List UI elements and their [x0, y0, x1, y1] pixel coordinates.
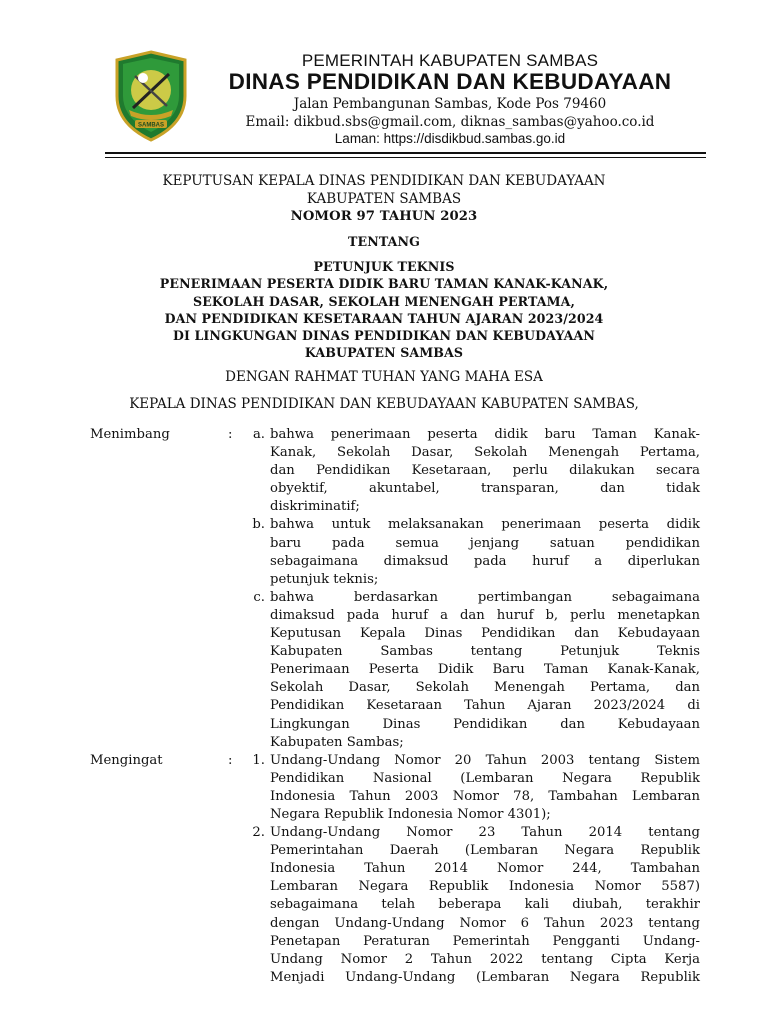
- agency-website: Laman: https://disdikbud.sambas.go.id: [334, 131, 566, 146]
- menimbang-item-line: Keputusan Kepala Dinas Pendidikan dan Kebudayaan: [270, 626, 700, 642]
- mengingat-item-line: Pendidikan Nasional (Lembaran Negara Republik: [270, 770, 700, 786]
- mengingat-item-text: [270, 824, 700, 987]
- menimbang-item-text: [270, 426, 700, 516]
- menimbang-list: [246, 426, 700, 752]
- mengingat-item-line: Pemerintahan Daerah (Lembaran Negara Republik: [270, 843, 700, 859]
- menimbang-item: [246, 426, 700, 516]
- subject-line2: PENERIMAAN PESERTA DIDIK BARU TAMAN KANAK-KANAK,: [159, 276, 609, 291]
- blessing-line: DENGAN RAHMAT TUHAN YANG MAHA ESA: [225, 369, 543, 385]
- mengingat-colon: :: [228, 752, 233, 768]
- menimbang-item-marker: a.: [252, 427, 265, 442]
- mengingat-item-line: Menjadi Undang-Undang (Lembaran Negara Republik: [270, 969, 700, 985]
- mengingat-section: [90, 752, 700, 987]
- mengingat-item: [246, 752, 700, 824]
- mengingat-label: Mengingat: [90, 752, 163, 768]
- menimbang-item-line: diskriminatif;: [270, 499, 360, 515]
- mengingat-item: [246, 824, 700, 987]
- mengingat-item-line: Negara Republik Indonesia Nomor 4301);: [270, 806, 551, 822]
- mengingat-item-line: Undang-Undang Nomor 23 Tahun 2014 tentang: [270, 825, 700, 841]
- menimbang-item-line: petunjuk teknis;: [270, 571, 379, 587]
- subject-line5: DI LINGKUNGAN DINAS PENDIDIKAN DAN KEBUDAYAAN: [172, 328, 596, 343]
- mengingat-item-line: Lembaran Negara Republik Indonesia Nomor 5587): [270, 879, 700, 895]
- menimbang-item-line: Sekolah Dasar, Sekolah Menengah Pertama, dan: [270, 680, 700, 696]
- mengingat-item-line: Indonesia Tahun 2014 Nomor 244, Tambahan: [270, 861, 700, 877]
- menimbang-item: [246, 516, 700, 588]
- decree-body: [90, 426, 700, 987]
- menimbang-item-line: sebagaimana dimaksud pada huruf a diperlukan: [270, 553, 700, 569]
- mengingat-item-marker: 2.: [252, 825, 265, 841]
- mengingat-list: [246, 752, 700, 987]
- mengingat-item-line: sebagaimana telah beberapa kali diubah, terakhir: [270, 897, 700, 913]
- letterhead-divider-thick: [105, 152, 706, 154]
- subject-line1: PETUNJUK TEKNIS: [313, 259, 455, 274]
- government-name: PEMERINTAH KABUPATEN SAMBAS: [301, 51, 599, 70]
- subject-line3: SEKOLAH DASAR, SEKOLAH MENENGAH PERTAMA,: [193, 294, 575, 309]
- subject-line4: DAN PENDIDIKAN KESETARAAN TAHUN AJARAN 2023/2024: [164, 311, 604, 326]
- mengingat-item-text: [270, 752, 700, 824]
- decree-title-line2: KABUPATEN SAMBAS: [306, 191, 462, 207]
- menimbang-item-line: bahwa berdasarkan pertimbangan sebagaimana: [270, 589, 700, 605]
- menimbang-item-line: obyektif, akuntabel, transparan, dan tidak: [270, 481, 700, 497]
- menimbang-item-marker: c.: [253, 589, 265, 605]
- menimbang-item-line: dan Pendidikan Kesetaraan, perlu dilakukan secara: [270, 463, 700, 479]
- mengingat-item-marker: 1.: [252, 752, 265, 768]
- mengingat-item-line: Undang-Undang Nomor 20 Tahun 2003 tentang Sistem: [270, 752, 700, 768]
- menimbang-item-line: baru pada semua jenjang satuan pendidikan: [270, 535, 700, 551]
- menimbang-item-line: Kabupaten Sambas tentang Petunjuk Teknis: [270, 644, 700, 660]
- mengingat-item-line: Penetapan Peraturan Pemerintah Pengganti Undang-: [270, 933, 700, 949]
- menimbang-item-line: Pendidikan Kesetaraan Tahun Ajaran 2023/2024 di: [270, 698, 700, 714]
- menimbang-item: [246, 589, 700, 752]
- menimbang-item-line: bahwa penerimaan peserta didik baru Taman Kanak-: [270, 427, 700, 442]
- menimbang-colon: :: [228, 427, 233, 442]
- decree-title-line1: KEPUTUSAN KEPALA DINAS PENDIDIKAN DAN KEBUDAYAAN: [162, 173, 606, 189]
- menimbang-label: Menimbang: [90, 427, 170, 442]
- subject-line6: KABUPATEN SAMBAS: [304, 345, 464, 360]
- agency-name: DINAS PENDIDIKAN DAN KEBUDAYAAN: [228, 69, 672, 94]
- mengingat-item-line: Indonesia Tahun 2003 Nomor 78, Tambahan Lembaran: [270, 788, 700, 804]
- menimbang-item-line: bahwa untuk melaksanakan penerimaan peserta didik: [270, 517, 700, 533]
- mengingat-item-line: Undang Nomor 2 Tahun 2022 tentang Cipta Kerja: [270, 951, 700, 967]
- decree-about: TENTANG: [348, 234, 420, 249]
- agency-address: Jalan Pembangunan Sambas, Kode Pos 79460: [293, 96, 607, 112]
- menimbang-item-line: Kanak, Sekolah Dasar, Sekolah Menengah Pertama,: [270, 445, 700, 461]
- menimbang-item-text: [270, 589, 700, 752]
- menimbang-item-line: Kabupaten Sambas;: [270, 734, 404, 750]
- menimbang-item-line: dimaksud pada huruf a dan huruf b, perlu menetapkan: [270, 607, 700, 623]
- menimbang-item-marker: b.: [252, 517, 265, 533]
- menimbang-item-line: Lingkungan Dinas Pendidikan dan Kebudayaan: [270, 716, 700, 732]
- sambas-emblem-logo: [113, 50, 189, 142]
- menimbang-item-line: Penerimaan Peserta Didik Baru Taman Kanak-Kanak,: [270, 662, 700, 678]
- decree-number: NOMOR 97 TAHUN 2023: [290, 209, 478, 224]
- menimbang-item-text: [270, 516, 700, 588]
- head-of-agency-line: KEPALA DINAS PENDIDIKAN DAN KEBUDAYAAN KABUPATEN SAMBAS,: [129, 396, 639, 412]
- mengingat-item-line: dengan Undang-Undang Nomor 6 Tahun 2023 tentang: [270, 915, 700, 931]
- agency-email: Email: dikbud.sbs@gmail.com, diknas_sambas@yahoo.co.id: [245, 114, 655, 130]
- svg-text:SAMBAS: SAMBAS: [137, 122, 165, 129]
- letterhead-divider-thin: [105, 157, 706, 158]
- menimbang-section: [90, 426, 700, 752]
